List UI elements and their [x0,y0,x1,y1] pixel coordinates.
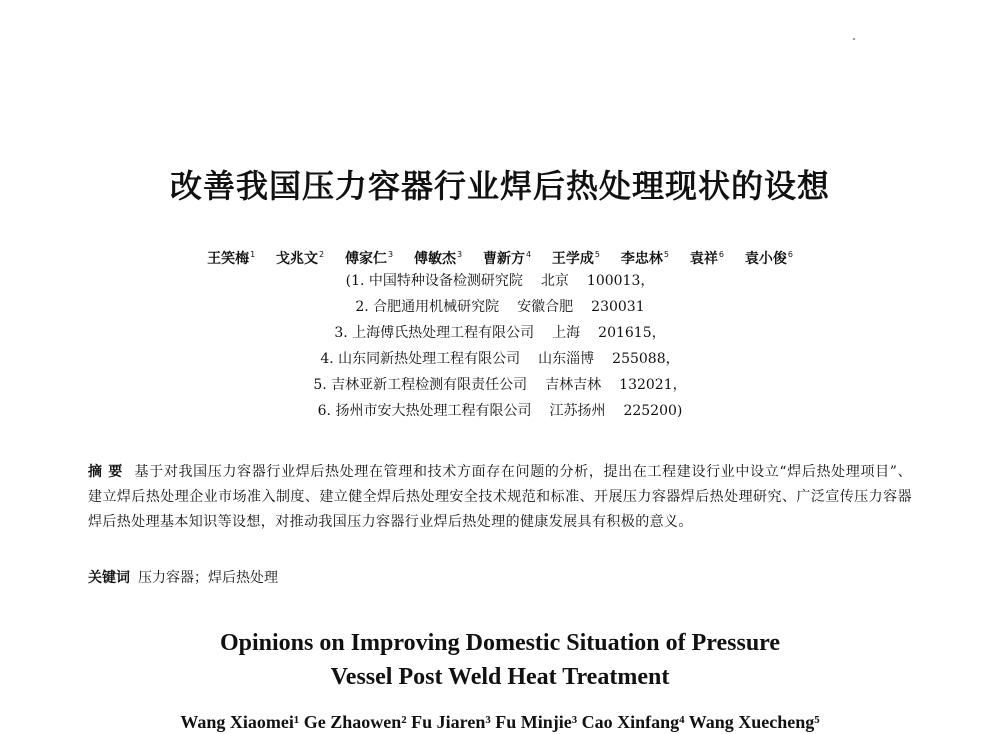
author-name: 王学成 [551,251,594,267]
author-name: 袁祥 [689,251,718,267]
affiliation-org: 5. 吉林亚新工程检测有限责任公司 [313,377,528,393]
affiliation-postcode: 201615， [598,325,666,341]
author [690,244,724,270]
affiliation-place: 吉林吉林 [545,377,602,393]
author [276,244,324,270]
affiliation-place: 安徽合肥 [517,299,574,315]
author-affiliation-mark: 5 [663,250,669,259]
author [552,244,600,270]
chinese-title: 改善我国压力容器行业焊后热处理现状的设想 [169,167,830,205]
author-name: 王笑梅 [207,251,250,267]
author-name: 曹新方 [482,251,525,267]
author-affiliation-mark: 3 [456,250,463,259]
author [345,244,393,270]
affiliation-place: 山东淄博 [538,351,595,367]
affiliation-place: 北京 [540,273,569,289]
english-title-line: Opinions on Improving Domestic Situation of Pressure [219,630,781,656]
author [483,244,531,270]
affiliation-place: 江苏扬州 [549,403,606,419]
abstract-text: 基于对我国压力容器行业焊后热处理在管理和技术方面存在问题的分析，提出在工程建设行业中设立“焊后热处理项目”、建立焊后热处理企业市场准入制度、建立健全焊后热处理安全技术规范和标准、开展压力容器焊后热处理研究、广泛宣传压力容器焊后热处理基本知识等设想，对推动我国压力容器行业焊后热处理的健康发展具有积极的意义。 [88,464,912,530]
author-affiliation-mark: 5 [594,250,601,259]
author-name: 袁小俊 [744,251,787,267]
keywords [88,566,912,590]
author-affiliation-mark: 6 [718,250,724,259]
affiliation-org: (1. 中国特种设备检测研究院 [345,273,523,289]
author-affiliation-mark: 6 [787,250,793,259]
affiliation-org: 3. 上海傅氏热处理工程有限公司 [334,325,535,341]
author [745,244,793,270]
author [414,244,462,270]
affiliation-postcode: 225200) [623,403,683,419]
english-title-line: Vessel Post Weld Heat Treatment [330,664,670,690]
english-author-list: Wang Xiaomei¹ Ge Zhaowen² Fu Jiaren³ Fu Minjie³ Cao Xinfang⁴ Wang Xuecheng⁵ [180,712,820,732]
author-name: 李忠林 [620,251,663,267]
scan-speck [853,38,855,40]
keywords-label: 关键词 [88,570,130,586]
affiliation-postcode: 255088， [612,351,680,367]
author [621,244,669,270]
affiliation-org: 2. 合肥通用机械研究院 [355,299,500,315]
author-name: 傅敏杰 [413,251,456,267]
affiliation-org: 4. 山东同新热处理工程有限公司 [320,351,521,367]
english-title [0,626,1000,694]
author-name: 傅家仁 [345,251,388,267]
author-affiliation-mark: 3 [388,250,394,259]
abstract-label: 摘要 [88,464,129,480]
affiliation-postcode: 100013， [586,273,655,289]
chinese-author-list [0,244,1000,270]
author-affiliation-mark: 4 [525,250,532,259]
affiliation-line [0,296,1000,318]
affiliation-line [0,374,1000,396]
affiliation-postcode: 230031 [591,299,645,315]
affiliation-line [0,348,1000,370]
author-name: 戈兆文 [276,251,319,267]
author-affiliation-mark: 2 [319,250,325,259]
author [207,244,255,270]
affiliation-place: 上海 [552,325,581,341]
keywords-text: 压力容器；焊后热处理 [138,570,278,586]
affiliation-org: 6. 扬州市安大热处理工程有限公司 [317,403,532,419]
affiliation-postcode: 132021， [619,377,687,393]
abstract [88,460,912,535]
affiliation-line [0,400,1000,422]
author-affiliation-mark: 1 [250,250,256,259]
affiliation-line [0,270,1000,292]
affiliation-line [0,322,1000,344]
